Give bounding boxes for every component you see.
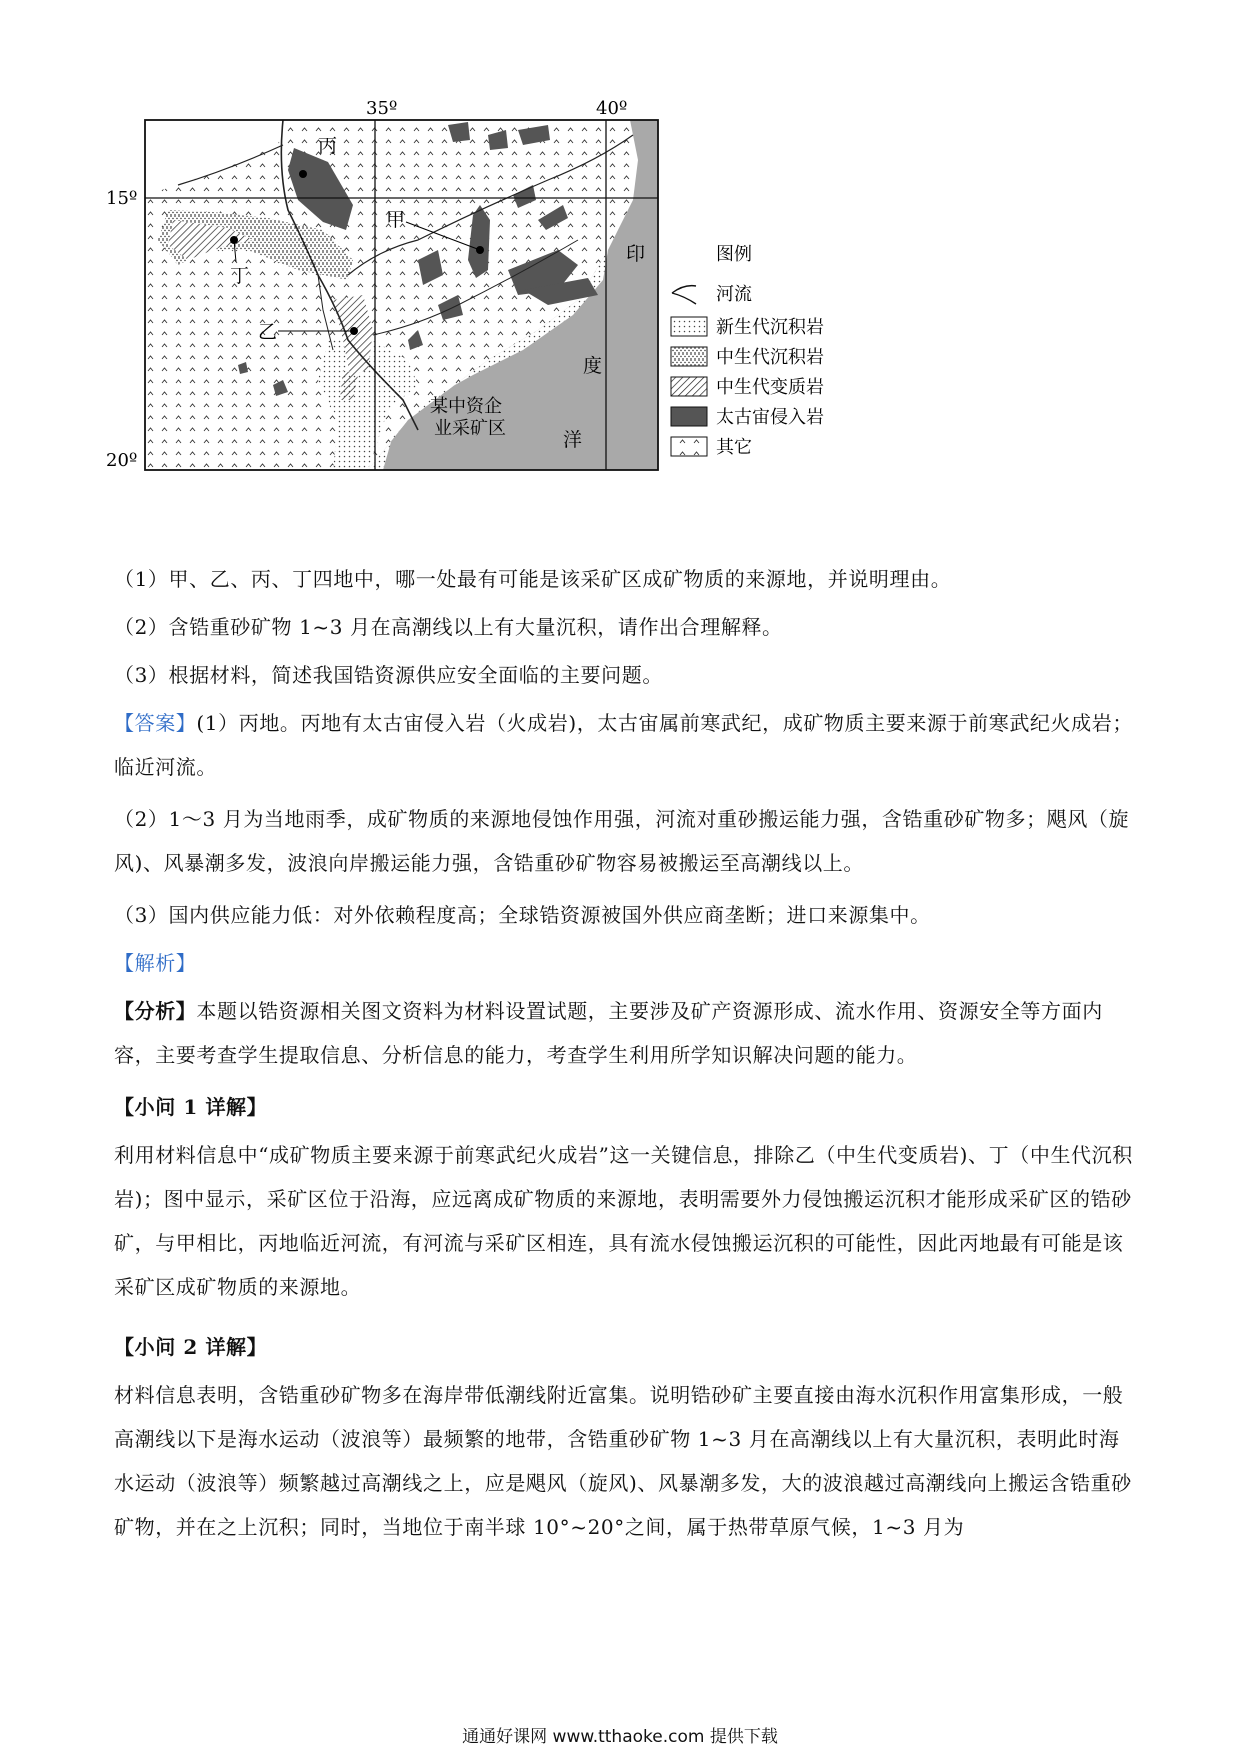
legend-swatch-meso-meta <box>671 377 707 396</box>
answer-1 <box>114 701 1134 789</box>
sea-label-yang: 洋 <box>563 429 583 451</box>
label-jia: 甲 <box>386 209 406 231</box>
legend-item-other: 其它 <box>716 437 752 458</box>
mine-label-line1: 某中资企 <box>430 396 502 417</box>
legend-river-icon <box>672 286 696 304</box>
label-bing: 丙 <box>318 135 338 157</box>
label-ding: 丁 <box>230 265 250 287</box>
legend-swatch-archean <box>671 407 707 426</box>
legend-item-cenozoic: 新生代沉积岩 <box>716 317 824 338</box>
answer-2: （2）1～3 月为当地雨季，成矿物质的来源地侵蚀作用强，河流对重砂搬运能力强，含锆重砂矿物多；飓风（旋风)、风暴潮多发，波浪向岸搬运能力强，含锆重砂矿物容易被搬运至高潮线以上。 <box>114 807 1130 875</box>
question-3: （3）根据材料，简述我国锆资源供应安全面临的主要问题。 <box>114 663 663 687</box>
answer-1-text: (1）丙地。丙地有太古宙侵入岩（火成岩)，太古宙属前寒武纪，成矿物质主要来源于前寒武纪火成岩；临近河流。 <box>114 711 1133 779</box>
legend-item-meso-sed: 中生代沉积岩 <box>716 347 824 368</box>
legend-item-river: 河流 <box>716 284 752 305</box>
q1-detail: 利用材料信息中“成矿物质主要来源于前寒武纪火成岩”这一关键信息，排除乙（中生代变质岩)、丁（中生代沉积岩)；图中显示，采矿区位于沿海，应远离成矿物质的来源地，表明需要外力侵蚀搬运沉积才能形成采矿区的锆砂矿，与甲相比，丙地临近河流，有河流与采矿区相连，具有流水侵蚀搬运沉积的可能性，因此丙地最有可能是该采矿区成矿物质的来源地。 <box>114 1143 1133 1299</box>
geologic-map-figure <box>106 98 953 540</box>
legend-swatch-meso-sed <box>671 347 707 366</box>
legend-item-archean: 太古宙侵入岩 <box>716 407 824 428</box>
legend-swatch-cenozoic <box>671 317 707 336</box>
question-2: （2）含锆重砂矿物 1~3 月在高潮线以上有大量沉积，请作出合理解释。 <box>114 615 783 639</box>
marker-bing <box>299 170 307 178</box>
mine-label-line2: 业采矿区 <box>434 418 506 439</box>
legend-item-meso-meta: 中生代变质岩 <box>716 377 824 398</box>
map-legend <box>671 244 824 458</box>
answer-3: （3）国内供应能力低：对外依赖程度高；全球锆资源被国外供应商垄断；进口来源集中。 <box>114 903 931 927</box>
page-footer: 通通好课网 www.tthaoke.com 提供下载 <box>462 1727 778 1747</box>
lon-label-35: 35º <box>366 98 398 119</box>
sea-label-yin: 印 <box>626 243 646 265</box>
question-1: （1）甲、乙、丙、丁四地中，哪一处最有可能是该采矿区成矿物质的来源地，并说明理由。 <box>114 567 952 591</box>
legend-title: 图例 <box>716 244 752 265</box>
sea-label-du: 度 <box>583 355 603 377</box>
lon-label-40: 40º <box>596 98 628 119</box>
answer-tag: 【答案】 <box>114 711 197 735</box>
label-yi: 乙 <box>258 321 278 343</box>
q1-detail-tag: 【小问 1 详解】 <box>114 1095 268 1119</box>
analysis-summary <box>114 989 1134 1077</box>
summary-tag: 【分析】 <box>114 999 197 1023</box>
lat-label-20: 20º <box>106 450 138 471</box>
legend-swatch-other <box>671 437 707 456</box>
summary-text: 本题以锆资源相关图文资料为材料设置试题，主要涉及矿产资源形成、流水作用、资源安全等方面内容，主要考查学生提取信息、分析信息的能力，考查学生利用所学知识解决问题的能力。 <box>114 999 1103 1067</box>
analysis-tag: 【解析】 <box>114 951 197 975</box>
lat-label-15: 15º <box>106 188 138 209</box>
q2-detail-tag: 【小问 2 详解】 <box>114 1335 268 1359</box>
q2-detail: 材料信息表明，含锆重砂矿物多在海岸带低潮线附近富集。说明锆砂矿主要直接由海水沉积作用富集形成，一般高潮线以下是海水运动（波浪等）最频繁的地带，含锆重砂矿物 1~3 月在高潮线以上有大量沉积，表明此时海水运动（波浪等）频繁越过高潮线之上，应是飓风（旋风)、风暴潮多发，大的波浪越过高潮线向上搬运含锆重砂矿物，并在之上沉积；同时，当地位于南半球 10°~20°之间，属于热带草原气候，1~3 月为 <box>114 1383 1132 1539</box>
